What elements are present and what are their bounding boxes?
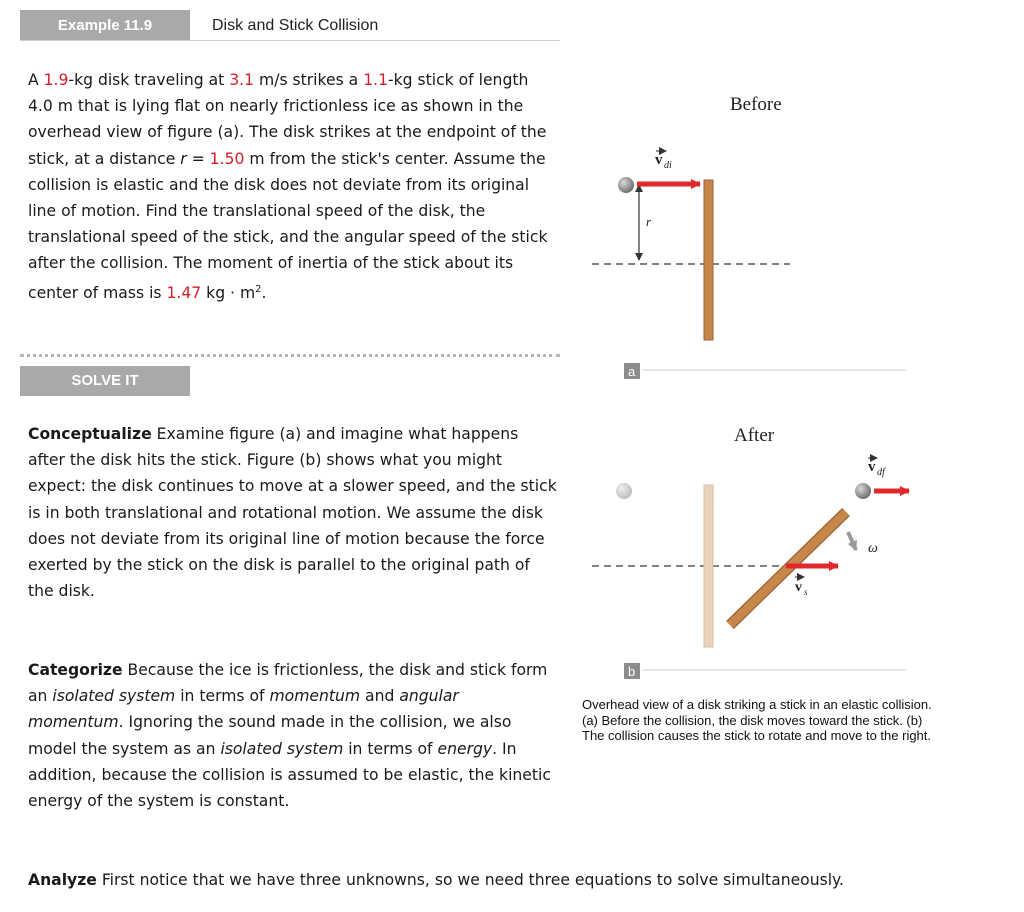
- after-label: After: [734, 425, 775, 446]
- problem-statement: A 1.9-kg disk traveling at 3.1 m/s strikes a 1.1-kg stick of length 4.0 m that is lying flat on nearly frictionless ice as shown in the overhead view of figure (a). The disk strikes at the endpoint of the stick, at a distance r = 1.50 m from the stick's center. Assume the collision is elastic and the disk does not deviate from its original line of motion. Find the translational speed of the disk, the translational speed of the stick, and the angular speed of the stick after the collision. The moment of inertia of the stick about its center of mass is 1.47 kg · $m^2$.: [28, 71, 548, 302]
- analyze-paragraph: Analyze First notice that we have three unknowns, so we need three equations to solve simultaneously.: [28, 871, 845, 889]
- disk-speed-value: 3.1: [229, 71, 255, 89]
- svg-text:df: df: [877, 467, 885, 478]
- svg-text:v: v: [655, 152, 663, 168]
- inertia-value: 1.47: [166, 283, 202, 302]
- distance-value: 1.50: [209, 149, 245, 168]
- disk-after: [855, 483, 871, 499]
- analyze-heading: Analyze: [28, 871, 97, 889]
- rotation-arrow: [848, 532, 856, 550]
- velocity-label-s: [795, 577, 808, 597]
- categorize-paragraph: Categorize Because the ice is frictionless, the disk and stick form an isolated system in terms of momentum and angular momentum. Ignoring the sound made in the collision, we also model the system as an isolated system in terms of energy. In addition, because the collision is assumed to be elastic, the kinetic energy of the system is constant.: [28, 661, 551, 811]
- example-number-badge: Example 11.9: [20, 10, 190, 41]
- velocity-label-di: [655, 151, 672, 171]
- disk-mass-value: 1.9: [43, 71, 69, 89]
- stick-before: [704, 180, 713, 340]
- conceptualize-paragraph: Conceptualize Examine figure (a) and imagine what happens after the disk hits the stick. Figure (b) shows what you might expect: the disk continues to move at a slower speed, and the stick is in both translational and rotational motion. We assume the disk does not deviate from its original line of motion because the force exerted by the stick on the disk is parallel to the original path of the disk.: [28, 425, 557, 601]
- svg-text:di: di: [664, 160, 672, 171]
- header-divider: [20, 40, 560, 41]
- example-title: Disk and Stick Collision: [212, 17, 379, 34]
- collision-figure: [580, 80, 920, 690]
- svg-text:s: s: [804, 587, 808, 597]
- stick-ghost: [704, 485, 713, 647]
- figure-label-b: b: [628, 664, 636, 679]
- disk-before: [618, 177, 634, 193]
- categorize-heading: Categorize: [28, 661, 123, 679]
- disk-ghost: [616, 483, 632, 499]
- conceptualize-heading: Conceptualize: [28, 425, 152, 443]
- figure-caption: Overhead view of a disk striking a stick in an elastic collision. (a) Before the collision, the disk moves toward the stick. (b) The collision causes the stick to rotate and move to the right.: [582, 697, 932, 744]
- svg-text:v: v: [868, 459, 876, 475]
- figure-label-a: a: [628, 364, 636, 379]
- solve-it-badge: SOLVE IT: [20, 366, 190, 396]
- section-divider: [20, 354, 560, 357]
- before-label: Before: [730, 94, 782, 115]
- svg-text:v: v: [795, 580, 802, 595]
- omega-label: ω: [868, 541, 878, 556]
- r-label: r: [646, 214, 652, 229]
- velocity-label-df: [868, 458, 886, 478]
- stick-mass-value: 1.1: [363, 71, 388, 89]
